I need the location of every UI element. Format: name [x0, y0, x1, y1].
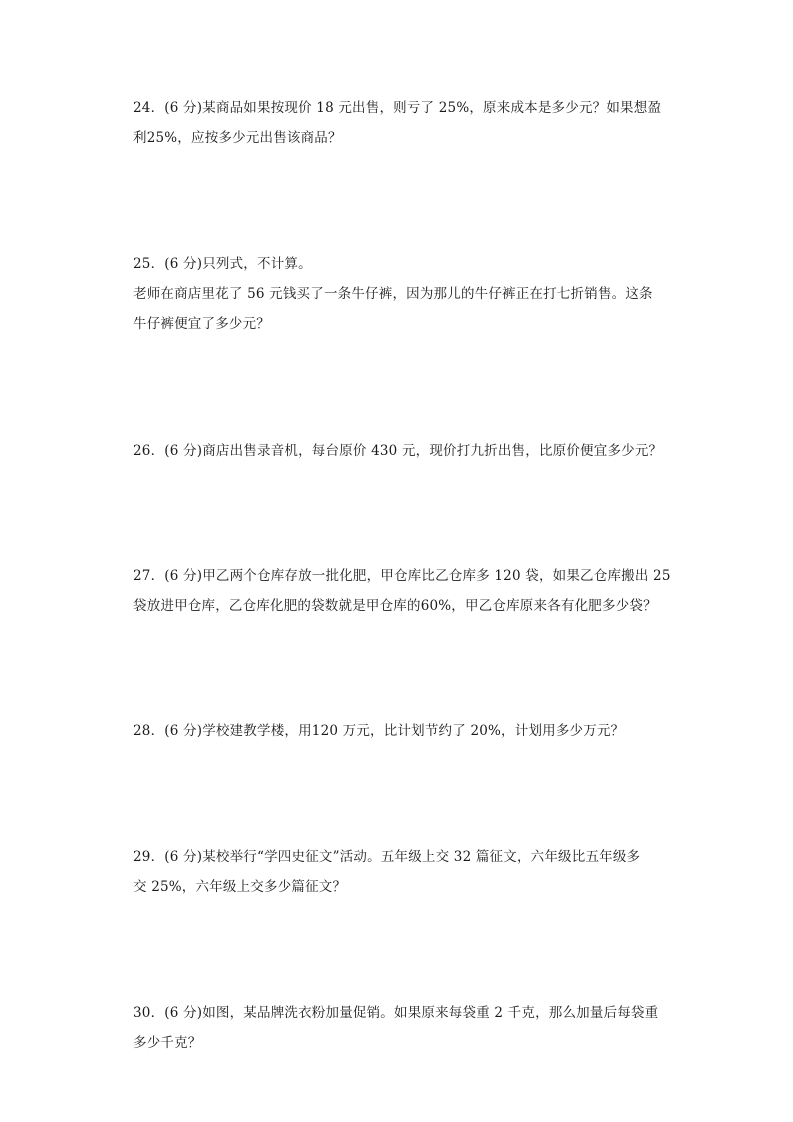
- question-29: [133, 842, 673, 902]
- question-27: [133, 561, 673, 621]
- question-26: [133, 436, 673, 466]
- question-24-line-2: 利25%，应按多少元出售该商品？: [133, 130, 342, 146]
- question-25-line-1: 25．(6 分)只列式，不计算。: [133, 256, 312, 272]
- question-25-line-2: 老师在商店里花了 56 元钱买了一条牛仔裤，因为那儿的牛仔裤正在打七折销售。这条: [133, 286, 653, 302]
- question-25: [133, 249, 673, 339]
- question-29-line-2: 交 25%，六年级上交多少篇征文？: [133, 879, 347, 895]
- question-27-line-2: 袋放进甲仓库，乙仓库化肥的袋数就是甲仓库的60%，甲乙仓库原来各有化肥多少袋？: [133, 598, 657, 614]
- question-30-line-2: 多少千克？: [133, 1035, 202, 1051]
- question-30-line-1: 30．(6 分)如图，某品牌洗衣粉加量促销。如果原来每袋重 2 千克，那么加量后每袋重: [133, 1005, 659, 1021]
- question-26-line-1: 26．(6 分)商店出售录音机，每台原价 430 元，现价打九折出售，比原价便宜多少元？: [133, 443, 663, 459]
- question-30: [133, 998, 673, 1058]
- question-27-line-1: 27．(6 分)甲乙两个仓库存放一批化肥，甲仓库比乙仓库多 120 袋，如果乙仓库搬出 25: [133, 568, 671, 584]
- question-25-line-3: 牛仔裤便宜了多少元？: [133, 316, 270, 332]
- question-24-line-1: 24．(6 分)某商品如果按现价 18 元出售，则亏了 25%，原来成本是多少元？如果想盈: [133, 100, 662, 116]
- question-29-line-1: 29．(6 分)某校举行“学四史征文”活动。五年级上交 32 篇征文，六年级比五年级多: [133, 849, 641, 865]
- question-28-line-1: 28．(6 分)学校建教学楼，用120 万元，比计划节约了 20%，计划用多少万元？: [133, 723, 625, 739]
- question-24: [133, 93, 673, 153]
- question-28: [133, 716, 673, 746]
